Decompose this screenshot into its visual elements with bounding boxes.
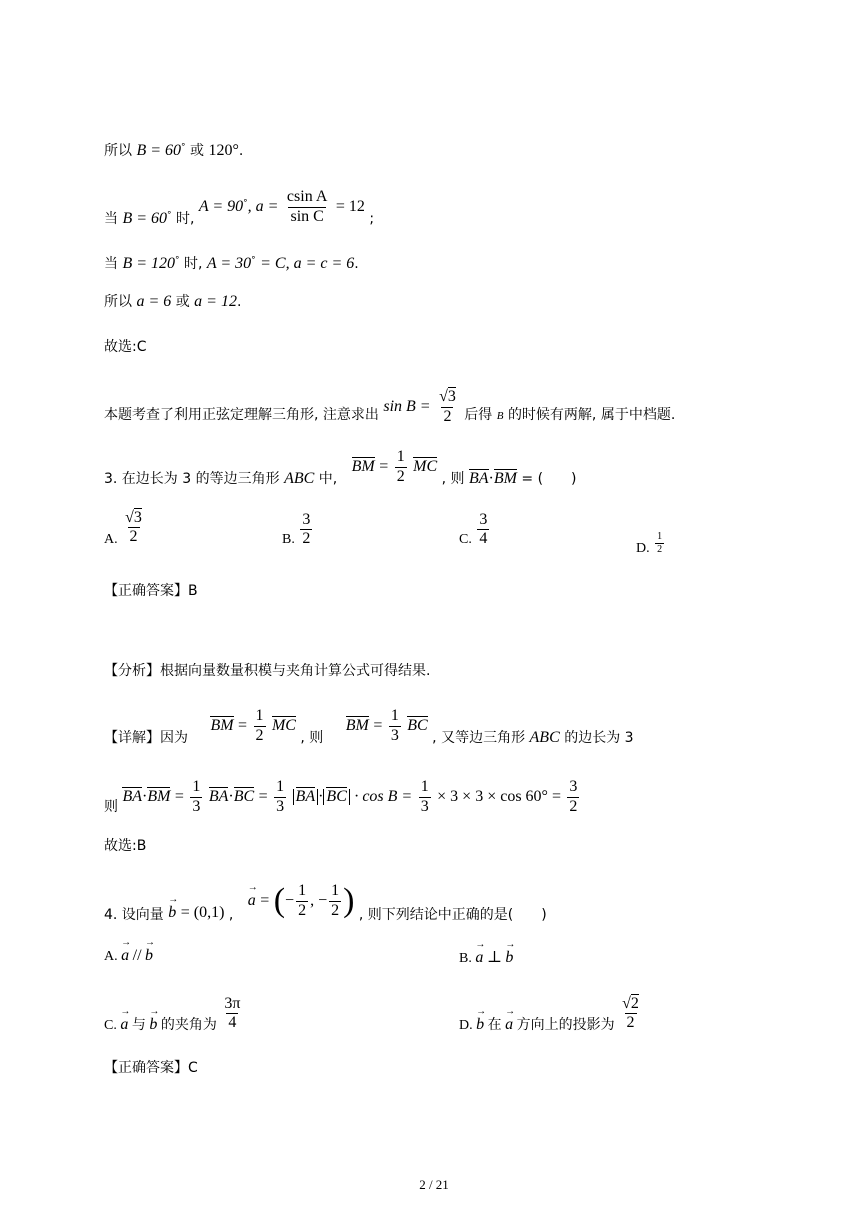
denominator: 2 (569, 797, 578, 815)
fraction (300, 511, 312, 549)
numerator: √3 (439, 388, 456, 406)
fraction (395, 448, 407, 486)
denominator: 2 (443, 407, 452, 425)
numerator: 1 (255, 707, 264, 725)
vector: MC (413, 458, 438, 475)
math-expr: · (488, 470, 494, 487)
vector: BM (210, 717, 234, 734)
text: ; (369, 211, 375, 227)
denominator: 2 (396, 467, 405, 485)
option-a[interactable] (104, 510, 146, 559)
text: 所以 (104, 143, 132, 159)
text: 或 (175, 294, 190, 310)
numerator: 1 (276, 778, 285, 796)
vector: BA (295, 788, 316, 805)
denominator: 3 (192, 797, 201, 815)
math-expr: , a = (247, 198, 279, 215)
text: 方向上的投影为 (516, 1017, 615, 1033)
math-expr: sin B = (383, 398, 431, 415)
calc-3: 则 BA·BM = $\frac{1}{3}$ BA·BC = $\frac{1}{3}$ BA · BC · cos B = $\frac{1}{3}$ × 3 × 3 × cos 60° = $\frac{3}{2}$ (104, 778, 578, 815)
numerator: 1 (331, 882, 340, 900)
line-result (104, 291, 241, 311)
vector: BA (468, 470, 489, 487)
fraction (389, 707, 401, 745)
page-number: 2 / 21 (419, 1177, 449, 1192)
text: , 则下列结论中正确的是( ) (358, 907, 547, 923)
math-expr: = (379, 458, 389, 475)
vector: BM (345, 717, 369, 734)
question-3 (104, 446, 577, 498)
text: 3. 在边长为 3 的等边三角形 (104, 471, 280, 487)
vector: BA (208, 788, 229, 805)
option-label: D. (459, 1018, 473, 1033)
vector: → a (248, 892, 256, 910)
fraction (190, 778, 202, 816)
option-label: A. (104, 949, 118, 964)
denominator: 3 (420, 797, 429, 815)
math-expr: a = 12 (194, 293, 237, 310)
vector: → b (168, 904, 176, 922)
text: , (228, 907, 234, 923)
vector: → b (145, 947, 153, 965)
numerator: 3 (302, 510, 311, 528)
text: 后得 (464, 407, 493, 423)
math-expr: B = 60 (122, 210, 168, 227)
text: . (238, 143, 244, 159)
option-d[interactable] (459, 990, 643, 1045)
math-expr: B = 120 (122, 255, 176, 272)
vector: BC (233, 788, 255, 805)
line-case1 (104, 186, 374, 238)
fraction (274, 778, 286, 816)
answer-4: 【正确答案】C (104, 1060, 198, 1076)
text: 或 (189, 143, 204, 159)
text: . (236, 294, 242, 310)
option-label: A. (104, 532, 118, 547)
math-expr: A = 30 (206, 255, 252, 272)
comment-line (104, 374, 675, 434)
radicand: 2 (630, 994, 639, 1012)
math-expr: A = 90 (198, 198, 244, 215)
fraction (477, 511, 489, 549)
text: . (354, 256, 359, 272)
math-expr: B (496, 410, 504, 422)
text: , 则 (300, 730, 324, 746)
numerator: √2 (622, 994, 639, 1012)
fraction (655, 531, 664, 555)
math-expr: B = 60 (136, 142, 182, 159)
option-c[interactable] (104, 990, 244, 1045)
math-expr: 120° (208, 142, 239, 159)
text: 4. 设向量 (104, 907, 164, 923)
vector: → b (149, 1016, 157, 1034)
detail-3 (104, 705, 634, 757)
option-a[interactable] (104, 947, 153, 965)
denominator: 2 (657, 543, 663, 555)
option-label: D. (636, 541, 650, 557)
vector: → a (120, 1016, 128, 1034)
vector: BC (326, 788, 347, 805)
analysis-3: 【分析】根据向量数量积模与夹角计算公式可得结果. (104, 663, 431, 679)
vector: BM (351, 458, 375, 475)
math-expr: ABC (529, 729, 560, 746)
math-expr: × 3 × 3 × cos 60° = (437, 788, 561, 805)
text: 中, (318, 471, 338, 487)
text: 在 (487, 1017, 502, 1033)
numerator: 1 (420, 778, 429, 796)
line-b-result (104, 140, 243, 160)
denominator: 2 (129, 528, 138, 546)
numerator: 1 (298, 882, 307, 900)
text: 时, (175, 211, 195, 227)
vector: → a (505, 1016, 513, 1034)
fraction (620, 995, 641, 1033)
fraction (123, 509, 144, 547)
numerator: 3 (479, 510, 488, 528)
fraction (437, 388, 458, 426)
text: 与 (131, 1017, 146, 1033)
math-expr: = (373, 717, 383, 734)
fraction (296, 882, 308, 920)
degree: ° (251, 255, 256, 266)
choice-3: 故选:B (104, 838, 147, 854)
degree: ° (181, 142, 186, 153)
vector: → a (121, 947, 129, 965)
option-b[interactable] (459, 947, 513, 967)
fraction (567, 778, 579, 816)
denominator: 2 (298, 901, 307, 919)
choice-line: 故选:C (104, 339, 147, 355)
numerator: 1 (396, 448, 405, 466)
line-case2 (104, 253, 359, 273)
text: , 则 (441, 471, 465, 487)
option-label: B. (459, 951, 472, 966)
math-expr: ⊥ (486, 949, 502, 966)
text: 【详解】因为 (104, 730, 188, 746)
math-expr: = (238, 717, 248, 734)
math-expr: ABC (284, 470, 315, 487)
text: 本题考查了利用正弦定理解三角形, 注意求出 (104, 407, 379, 423)
vector: → b (505, 949, 513, 967)
option-label: B. (282, 532, 295, 547)
vector: BC (407, 717, 428, 734)
denominator: 2 (331, 901, 340, 919)
degree: ° (167, 210, 172, 221)
denominator: 4 (228, 1014, 237, 1032)
math-expr: a = 6 (136, 293, 172, 310)
text: 的时候有两解, 属于中档题. (507, 407, 676, 423)
fraction (419, 778, 431, 816)
vector: BM (147, 788, 171, 805)
degree: ° (243, 198, 248, 209)
fraction (329, 882, 341, 920)
math-expr: = C, a = c = 6 (260, 255, 355, 272)
radicand: 3 (133, 508, 142, 526)
vector: → b (476, 1016, 484, 1034)
option-d[interactable] (636, 531, 666, 561)
denominator: sin C (290, 207, 324, 225)
numerator: 1 (390, 707, 399, 725)
text: = ( ) (521, 471, 577, 487)
denominator: 2 (302, 530, 311, 548)
math-expr: = (0,1) (180, 904, 225, 921)
text: 的夹角为 (160, 1017, 217, 1033)
radicand: 3 (447, 388, 456, 406)
option-label: C. (459, 532, 472, 547)
denominator: 3 (276, 797, 285, 815)
numerator: 3π (224, 994, 241, 1012)
denominator: 2 (626, 1014, 635, 1032)
text: 当 (104, 211, 118, 227)
text: 则 (104, 799, 118, 815)
numerator: 1 (192, 778, 201, 796)
denominator: 2 (255, 726, 264, 744)
vector: BA (122, 788, 142, 805)
math-expr: // (132, 947, 142, 964)
question-4: 4. 设向量 → b = (0,1) , → a = (− $\frac{1}{2}$ , − $\frac{1}{2}$ ) , 则下列结论中正确的是( ) (104, 872, 547, 934)
numerator: 3 (569, 778, 578, 796)
fraction (222, 995, 242, 1033)
denominator: 3 (390, 726, 399, 744)
fraction (285, 188, 329, 226)
denominator: 4 (479, 530, 488, 548)
numerator: √3 (125, 508, 142, 526)
vector: BM (493, 470, 517, 487)
vector: MC (271, 717, 296, 734)
text: , 又等边三角形 (432, 730, 526, 746)
text: 当 (104, 256, 118, 272)
option-b[interactable] (282, 510, 314, 559)
numerator: csin A (286, 188, 328, 206)
degree: ° (175, 255, 180, 266)
text: 的边长为 3 (564, 730, 634, 746)
math-expr: = 12 (335, 198, 365, 215)
text: 所以 (104, 294, 132, 310)
option-c[interactable] (459, 510, 491, 559)
numerator: 1 (657, 531, 663, 542)
answer-3: 【正确答案】B (104, 583, 198, 599)
vector: → a (475, 949, 483, 967)
fraction (254, 707, 266, 745)
math-expr: = (260, 892, 270, 909)
math-expr: · cos B = (354, 788, 413, 805)
text: 时, (183, 256, 203, 272)
option-label: C. (104, 1018, 117, 1033)
